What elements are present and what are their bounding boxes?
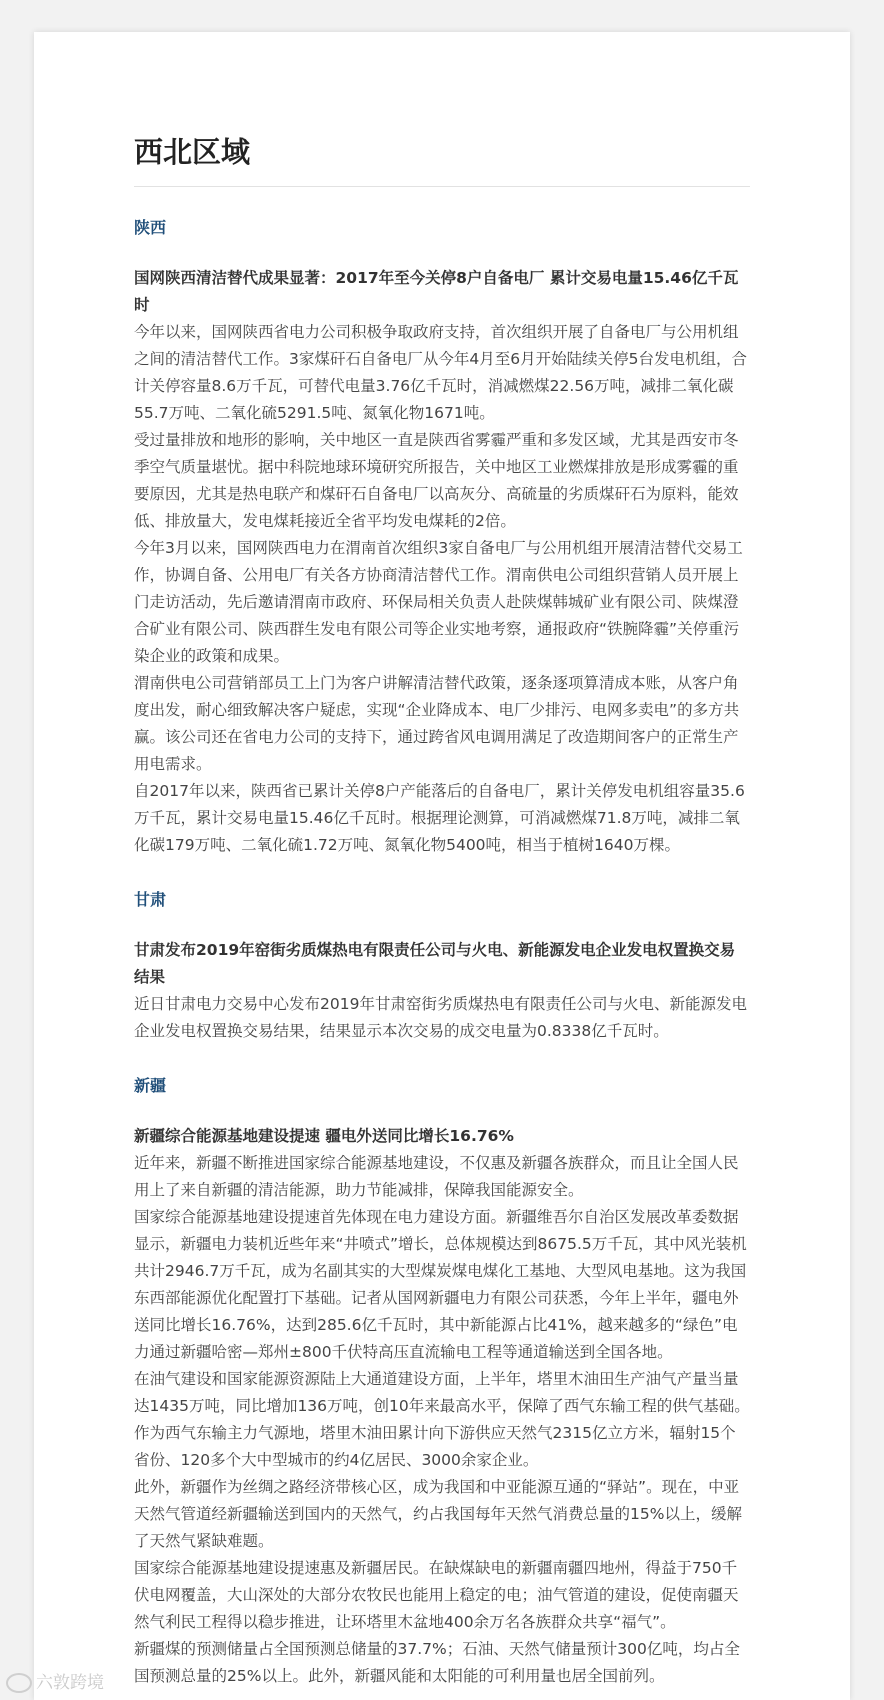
paragraph: 国家综合能源基地建设提速首先体现在电力建设方面。新疆维吾尔自治区发展改革委数据显示，新疆电力装机近些年来“井喷式”增长，总体规模达到8675.5万千瓦，其中风光装机共计2946.7万千瓦，成为名副其实的大型煤炭煤电煤化工基地、大型风电基地。这为我国东西部能源优化配置打下基础。记者从国网新疆电力有限公司获悉，今年上半年，疆电外送同比增长16.76%，达到285.6亿千瓦时，其中新能源占比41%，越来越多的“绿色”电力通过新疆哈密—郑州±800千伏特高压直流输电工程等通道输送到全国各地。 <box>134 1208 747 1361</box>
section-xinjiang <box>134 1073 750 1690</box>
paragraph: 新疆煤的预测储量占全国预测总储量的37.7%；石油、天然气储量预计300亿吨，均占全国预测总量的25%以上。此外，新疆风能和太阳能的可利用量也居全国前列。 <box>134 1640 740 1685</box>
watermark <box>6 1672 104 1694</box>
news-headline: 国网陕西清洁替代成果显著：2017年至今关停8户自备电厂 累计交易电量15.46亿千瓦时 <box>134 269 739 314</box>
news-headline: 甘肃发布2019年窑街劣质煤热电有限责任公司与火电、新能源发电企业发电权置换交易结果 <box>134 941 736 986</box>
region-heading: 陕西 <box>134 218 167 237</box>
paragraph: 国家综合能源基地建设提速惠及新疆居民。在缺煤缺电的新疆南疆四地州，得益于750千伏电网覆盖，大山深处的大部分农牧民也能用上稳定的电；油气管道的建设，促使南疆天然气利民工程得以稳步推进，让环塔里木盆地400余万名各族群众共享“福气”。 <box>134 1559 739 1631</box>
paragraph: 今年以来，国网陕西省电力公司积极争取政府支持，首次组织开展了自备电厂与公用机组之间的清洁替代工作。3家煤矸石自备电厂从今年4月至6月开始陆续关停5台发电机组，合计关停容量8.6万千瓦，可替代电量3.76亿千瓦时，消减燃煤22.56万吨，减排二氧化碳55.7万吨、二氧化硫5291.5吨、氮氧化物1671吨。 <box>134 323 747 422</box>
news-headline: 新疆综合能源基地建设提速 疆电外送同比增长16.76% <box>134 1127 514 1145</box>
paragraph: 自2017年以来，陕西省已累计关停8户产能落后的自备电厂，累计关停发电机组容量35.6万千瓦，累计交易电量15.46亿千瓦时。根据理论测算，可消减燃煤71.8万吨，减排二氧化碳179万吨、二氧化硫1.72万吨、氮氧化物5400吨，相当于植树1640万棵。 <box>134 782 745 854</box>
article-card <box>34 32 850 1700</box>
paragraph: 受过量排放和地形的影响，关中地区一直是陕西省雾霾严重和多发区域，尤其是西安市冬季空气质量堪忧。据中科院地球环境研究所报告，关中地区工业燃煤排放是形成雾霾的重要原因，尤其是热电联产和煤矸石自备电厂以高灰分、高硫量的劣质煤矸石为原料，能效低、排放量大，发电煤耗接近全省平均发电煤耗的2倍。 <box>134 431 739 530</box>
paragraph: 近日甘肃电力交易中心发布2019年甘肃窑街劣质煤热电有限责任公司与火电、新能源发电企业发电权置换交易结果，结果显示本次交易的成交电量为0.8338亿千瓦时。 <box>134 995 747 1040</box>
article-content <box>134 128 750 1690</box>
watermark-logo-icon <box>6 1673 32 1693</box>
page-title: 西北区域 <box>134 128 750 187</box>
region-heading: 甘肃 <box>134 890 167 909</box>
paragraph: 今年3月以来，国网陕西电力在渭南首次组织3家自备电厂与公用机组开展清洁替代交易工作，协调自备、公用电厂有关各方协商清洁替代工作。渭南供电公司组织营销人员开展上门走访活动，先后邀请渭南市政府、环保局相关负责人赴陕煤韩城矿业有限公司、陕煤澄合矿业有限公司、陕西群生发电有限公司等企业实地考察，通报政府“铁腕降霾”关停重污染企业的政策和成果。 <box>134 539 743 665</box>
paragraph: 此外，新疆作为丝绸之路经济带核心区，成为我国和中亚能源互通的“驿站”。现在，中亚天然气管道经新疆输送到国内的天然气，约占我国每年天然气消费总量的15%以上，缓解了天然气紧缺难题。 <box>134 1478 742 1550</box>
section-shaanxi <box>134 215 750 859</box>
watermark-text: 六敦跨境 <box>36 1673 104 1693</box>
section-gansu <box>134 887 750 1045</box>
paragraph: 渭南供电公司营销部员工上门为客户讲解清洁替代政策，逐条逐项算清成本账，从客户角度出发，耐心细致解决客户疑虑，实现“企业降成本、电厂少排污、电网多卖电”的多方共赢。该公司还在省电力公司的支持下，通过跨省风电调用满足了改造期间客户的正常生产用电需求。 <box>134 674 740 773</box>
region-heading: 新疆 <box>134 1076 167 1095</box>
paragraph: 近年来，新疆不断推进国家综合能源基地建设，不仅惠及新疆各族群众，而且让全国人民用上了来自新疆的清洁能源，助力节能减排，保障我国能源安全。 <box>134 1154 739 1199</box>
paragraph: 在油气建设和国家能源资源陆上大通道建设方面，上半年，塔里木油田生产油气产量当量达1435万吨，同比增加136万吨，创10年来最高水平，保障了西气东输工程的供气基础。作为西气东输主力气源地，塔里木油田累计向下游供应天然气2315亿立方米，辐射15个省份、120多个大中型城市的约4亿居民、3000余家企业。 <box>134 1370 750 1469</box>
